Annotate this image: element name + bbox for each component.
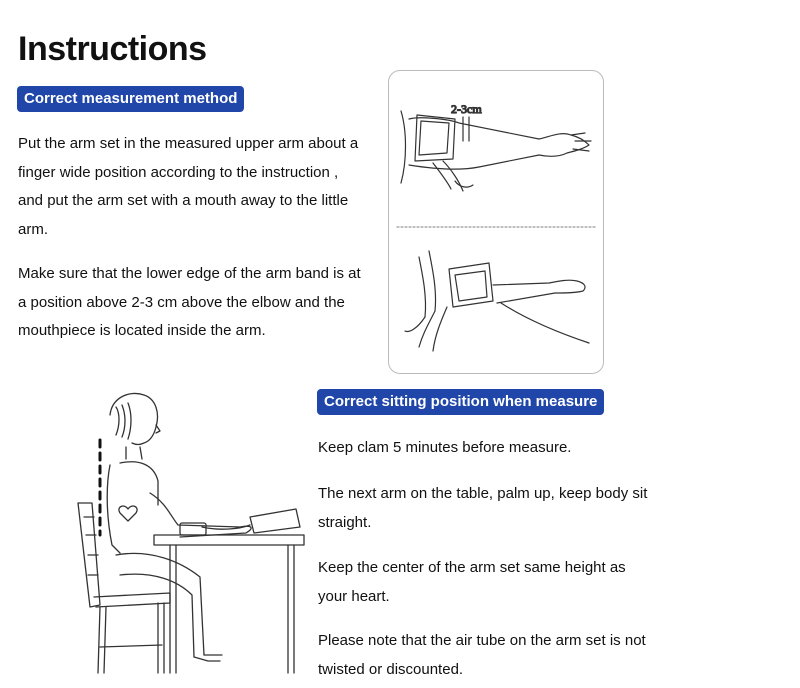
cuff-on-arm-drawing xyxy=(401,102,591,191)
sitting-person-illustration xyxy=(70,385,310,675)
page-title: Instructions xyxy=(18,30,207,68)
distance-label: 2-3cm xyxy=(451,102,482,116)
table-top xyxy=(154,535,304,545)
head xyxy=(110,393,158,444)
back xyxy=(107,465,120,553)
sitting-step-2: The next arm on the table, palm up, keep body sit straight. xyxy=(318,485,648,531)
measurement-paragraph-1: Put the arm set in the measured upper arm about a finger wide position according to the instruction , and put the arm set with a mouth away to the little arm. xyxy=(18,135,359,238)
sitting-step-1: Keep clam 5 minutes before measure. xyxy=(318,439,572,456)
sitting-position-badge: Correct sitting position when measure xyxy=(317,389,604,415)
measurement-paragraph-2: Make sure that the lower edge of the arm band is at a position above 2-3 cm above the elbow and the mouthpiece is located inside the arm. xyxy=(18,265,361,339)
heart-icon xyxy=(119,506,137,521)
wrapping-cuff-drawing xyxy=(405,251,589,351)
measurement-method-badge: Correct measurement method xyxy=(17,86,244,112)
arm-cuff-illustration xyxy=(388,70,604,374)
sitting-step-3: Keep the center of the arm set same height as your heart. xyxy=(318,559,626,605)
monitor-device xyxy=(250,509,300,533)
sitting-step-4: Please note that the air tube on the arm set is not twisted or discounted. xyxy=(318,632,646,678)
